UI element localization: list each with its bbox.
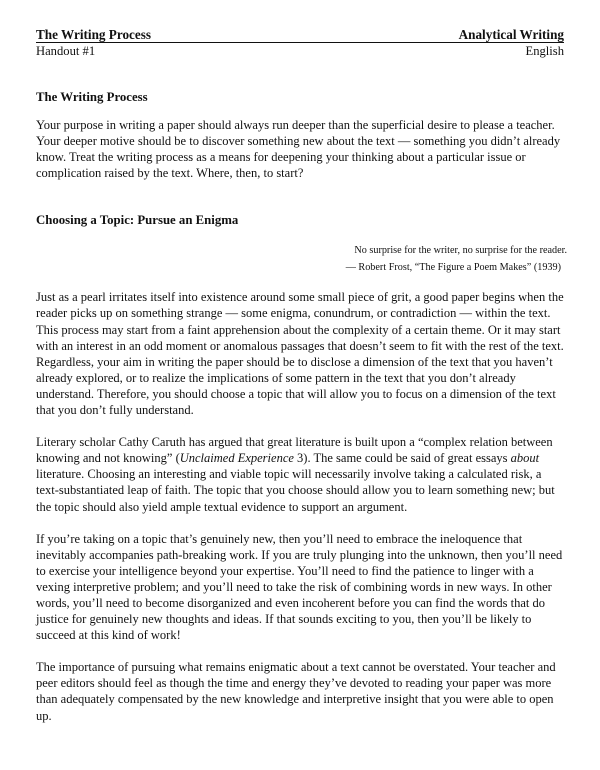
header-bottom-row <box>36 43 564 59</box>
epigraph <box>36 242 567 276</box>
header-right-title: Analytical Writing <box>458 27 564 42</box>
header-left-subtitle: Handout #1 <box>36 44 96 58</box>
epigraph-attribution: — Robert Frost, “The Figure a Poem Makes” (1939) <box>345 262 561 274</box>
caruth-text-a: Literary scholar Cathy Caruth has argued that great literature is built upon a “complex relation between knowing and not knowing” ( <box>36 435 553 466</box>
caruth-text-c: literature. Choosing an interesting and viable topic will necessarily involve taking a calculated risk, a text-substantiated leap of faith. The topic that you choose should allow you to learn something new; but the topic should also yield ample textual evidence to support an argument. <box>36 467 555 514</box>
header-top-row <box>36 27 564 43</box>
epigraph-quote: No surprise for the writer, no surprise for the reader. <box>354 245 567 257</box>
caruth-emphasis: about <box>510 451 540 466</box>
header-left-title: The Writing Process <box>36 27 152 42</box>
intro-paragraph: Your purpose in writing a paper should always run deeper than the superficial desire to please a teacher. Your deeper motive should be to discover something new about the text — something you didn’t already know. Treat the writing process as a means for deepening your thinking about a particular issue or complication raised by the text. Where, then, to start? <box>36 118 561 181</box>
paragraph-importance: The importance of pursuing what remains enigmatic about a text cannot be overstated. Your teacher and peer editors should feel as though the time and energy they’ve devoted to reading your paper was more than adequately compensated by the new knowledge and interpretive insight that you were able to open up. <box>36 660 556 723</box>
paragraph-pearl: Just as a pearl irritates itself into existence around some small piece of grit, a good paper begins when the reader picks up on something strange — some enigma, conundrum, or contradiction — within the text. This process may start from a faint apprehension about the complexity of a certain theme. Or it may start with an interest in an odd moment or anomalous passages that doesn’t seem to fit with the rest of the text. Regardless, your aim in writing the paper should be to disclose a dimension of the text that you haven’t already explored, or to realize the implications of some pattern in the text that you don’t already understand. Therefore, you should choose a topic that will allow you to focus on a dimension of the text that you don’t fully understand. <box>36 290 564 418</box>
document-title: The Writing Process <box>36 90 148 104</box>
paragraph-new-topic: If you’re taking on a topic that’s genuinely new, then you’ll need to embrace the ineloquence that inevitably accompanies path-breaking work. If you are truly plunging into the unknown, then you’ll need to exercise your intelligence beyond your expertise. You’ll need to find the patience to linger with a vexing interpretive problem; and you’ll need to take the risk of combining words in new ways. In other words, you’ll need to become disorganized and even incoherent before you can find the words that do justice for genuinely new thoughts and ideas. If that sounds exciting to you, then you’ll be likely to succeed at this kind of work! <box>36 531 563 643</box>
caruth-book-title: Unclaimed Experience <box>179 451 294 466</box>
page-header <box>36 27 564 59</box>
header-right-subtitle: English <box>525 44 564 58</box>
paragraph-caruth <box>36 434 567 514</box>
document-body <box>36 90 567 724</box>
caruth-text-b: 3). The same could be said of great essays <box>293 451 511 466</box>
section-heading: Choosing a Topic: Pursue an Enigma <box>36 213 239 228</box>
